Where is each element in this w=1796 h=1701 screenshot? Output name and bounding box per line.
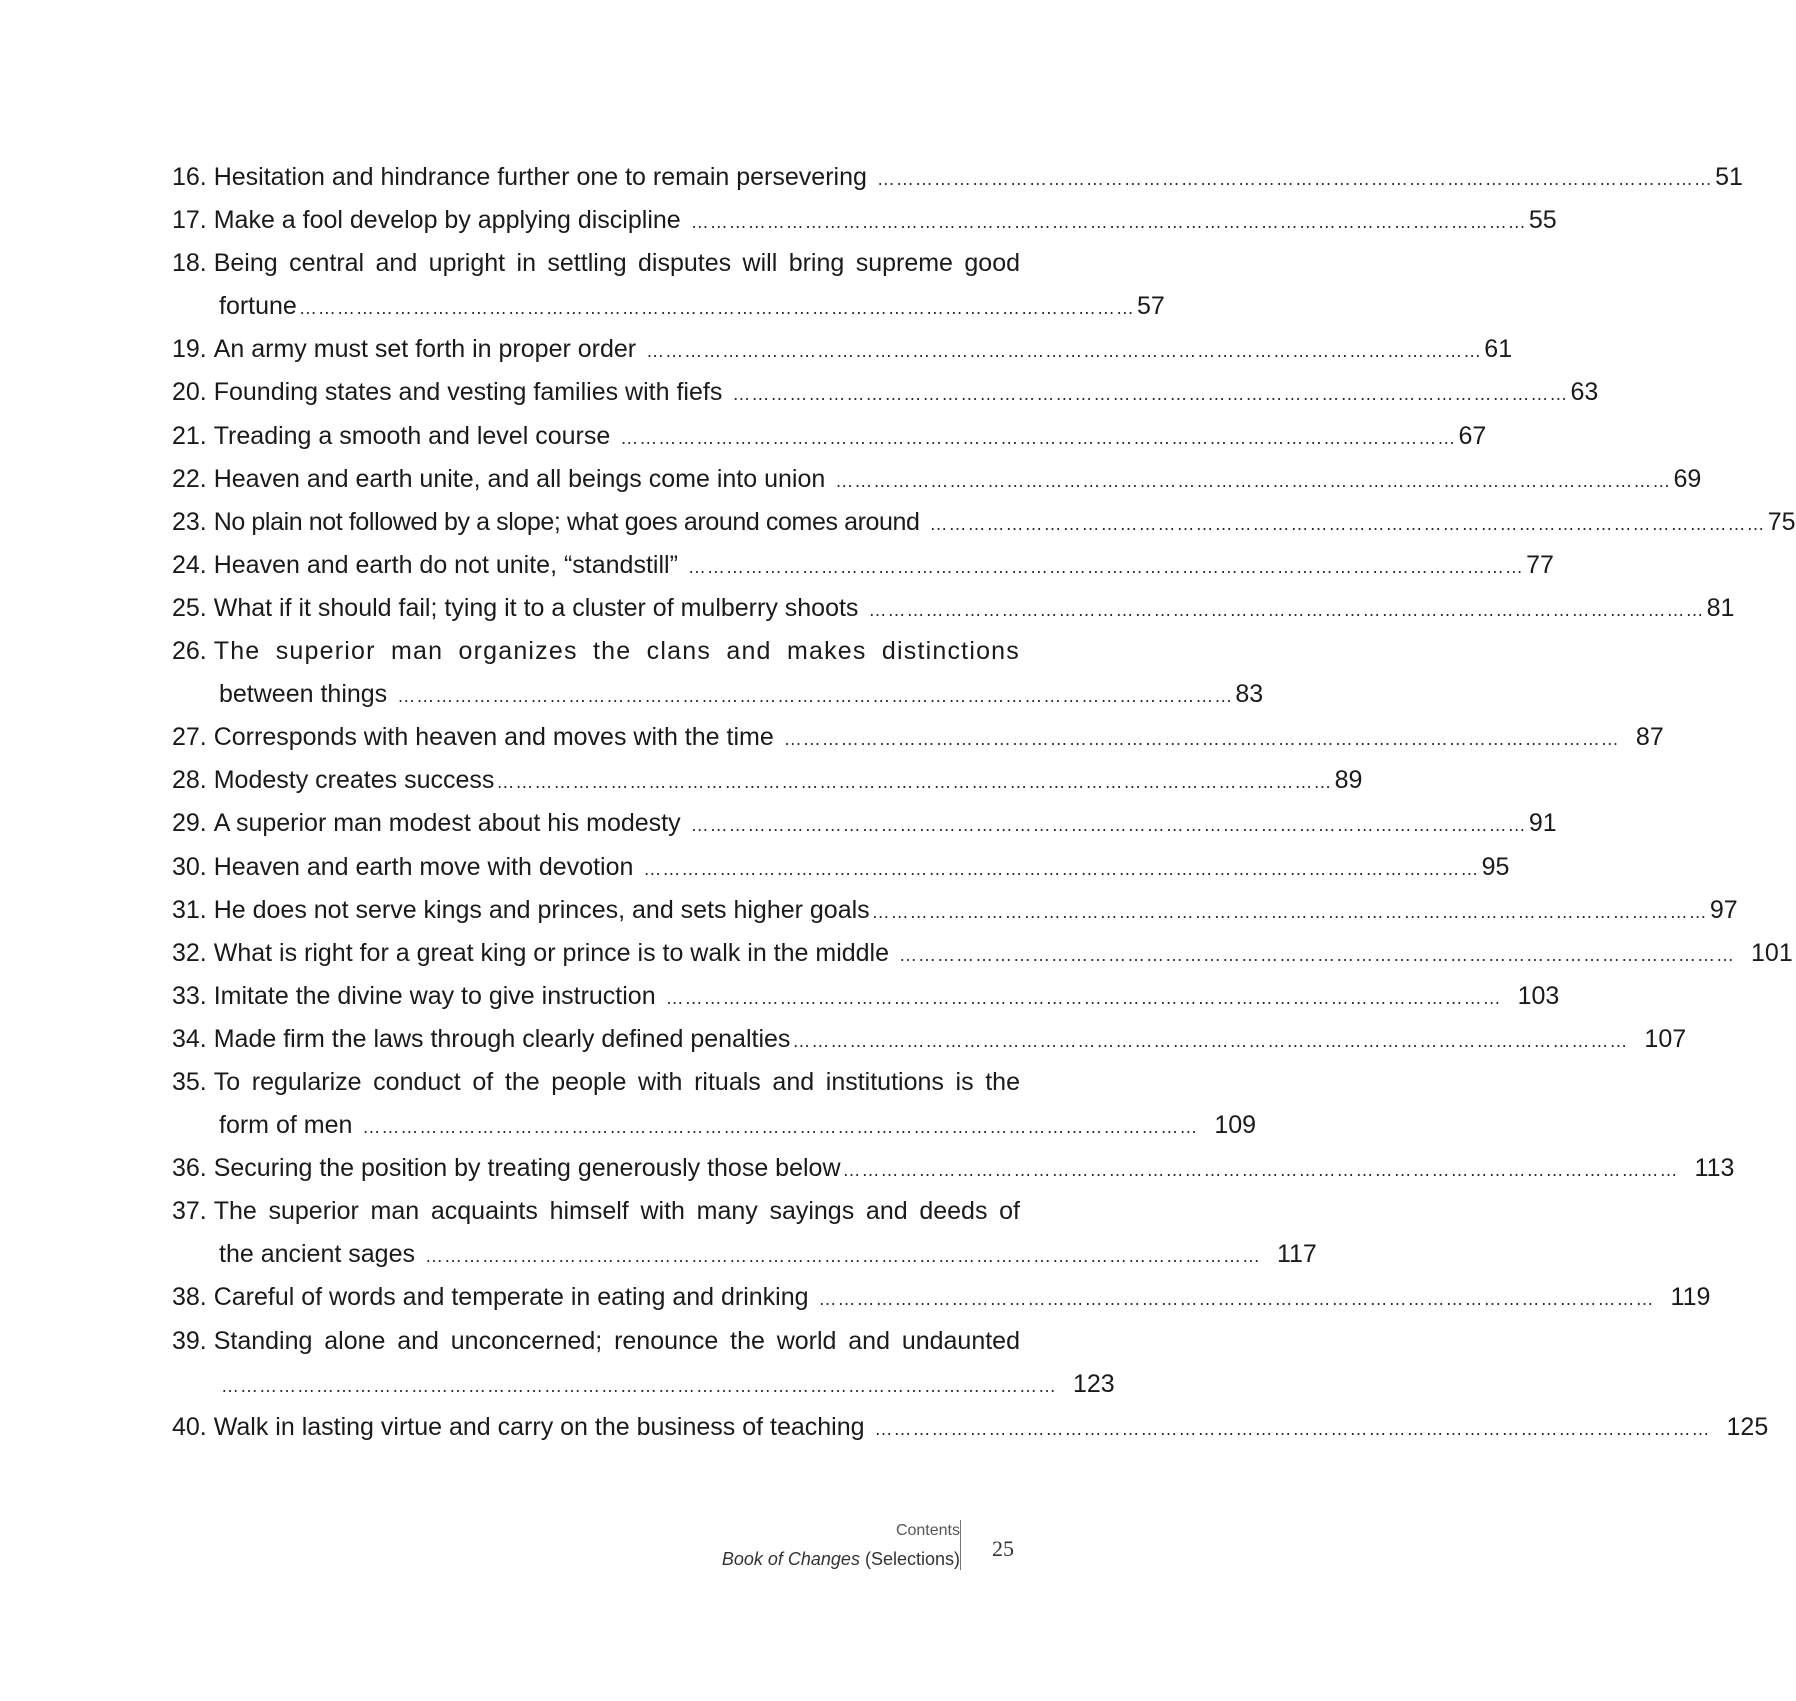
entry-page-number: 61 xyxy=(1484,335,1513,364)
entry-number: 26. xyxy=(172,637,207,666)
dot-leader xyxy=(646,330,1482,373)
entry-page-number: 89 xyxy=(1334,766,1363,795)
footer-section-label: Contents xyxy=(895,1522,960,1539)
dot-leader xyxy=(784,718,1620,761)
toc-entry-31 xyxy=(172,889,1738,932)
entry-title: Heaven and earth unite, and all beings come into union xyxy=(213,464,826,493)
entry-number: 28. xyxy=(172,766,207,795)
entry-number: 16. xyxy=(172,163,207,191)
entry-title: Heaven and earth move with devotion xyxy=(213,852,634,881)
entry-title: The superior man acquaints himself with many sayings and deeds of xyxy=(213,1197,1020,1226)
entry-title: A superior man modest about his modesty xyxy=(213,809,681,838)
entry-title-continued: form of men xyxy=(219,1111,353,1140)
toc-entry-19 xyxy=(172,328,1513,371)
toc-entry-40 xyxy=(172,1406,1769,1449)
entry-title: Being central and upright in settling disputes will bring supreme good xyxy=(213,249,1020,278)
toc-entry-16 xyxy=(172,156,1743,199)
toc-entry-26-continued xyxy=(172,673,1264,716)
entry-page-number: 57 xyxy=(1137,292,1165,321)
dot-leader xyxy=(792,1020,1628,1063)
toc-entry-29 xyxy=(172,802,1557,845)
entry-number: 19. xyxy=(172,335,207,364)
entry-number: 24. xyxy=(172,550,207,579)
entry-page-number: 123 xyxy=(1073,1369,1115,1398)
entry-number: 21. xyxy=(172,421,207,450)
entry-number: 40. xyxy=(172,1412,207,1441)
dot-leader xyxy=(930,503,1766,546)
toc-entry-30 xyxy=(172,846,1510,889)
entry-title: To regularize conduct of the people with rituals and institutions is the xyxy=(213,1067,1020,1096)
entry-title: No plain not followed by a slope; what goes around comes around xyxy=(213,507,920,536)
entry-title: Made firm the laws through clearly defined penalties xyxy=(213,1024,791,1053)
dot-leader xyxy=(877,158,1713,201)
entry-page-number: 67 xyxy=(1458,421,1487,450)
entry-title: What is right for a great king or prince is to walk in the middle xyxy=(213,938,890,967)
entry-page-number: 81 xyxy=(1706,593,1735,622)
dot-leader xyxy=(732,373,1568,416)
dot-leader xyxy=(843,1149,1679,1192)
page-footer xyxy=(600,1522,960,1578)
dot-leader xyxy=(397,675,1233,718)
dot-leader xyxy=(819,1278,1655,1321)
dot-leader xyxy=(875,1408,1711,1451)
toc-entry-39-continued xyxy=(172,1363,1115,1406)
toc-entry-18-continued xyxy=(172,285,1165,328)
entry-page-number: 125 xyxy=(1726,1412,1769,1441)
toc-entry-28 xyxy=(172,759,1363,802)
toc-entry-39 xyxy=(172,1320,1020,1363)
entry-number: 35. xyxy=(172,1067,207,1096)
entry-page-number: 101 xyxy=(1751,938,1793,967)
entry-title-continued: between things xyxy=(219,680,388,709)
entry-title-continued: the ancient sages xyxy=(219,1240,415,1269)
dot-leader xyxy=(221,1365,1057,1408)
entry-number: 23. xyxy=(172,507,207,536)
toc-entry-38 xyxy=(172,1276,1711,1319)
entry-number: 34. xyxy=(172,1024,207,1053)
toc-entry-35-continued xyxy=(172,1104,1257,1147)
entry-number: 37. xyxy=(172,1197,207,1226)
dot-leader xyxy=(868,589,1704,632)
entry-number: 29. xyxy=(172,809,207,838)
entry-page-number: 97 xyxy=(1709,895,1738,924)
entry-number: 32. xyxy=(172,938,207,967)
dot-leader xyxy=(496,761,1332,804)
entry-page-number: 87 xyxy=(1635,723,1664,752)
toc-entry-22 xyxy=(172,458,1702,501)
entry-number: 20. xyxy=(172,378,207,407)
dot-leader xyxy=(643,848,1479,891)
toc-entry-26 xyxy=(172,630,1020,673)
toc-entry-23 xyxy=(172,501,1796,544)
entry-number: 31. xyxy=(172,895,207,924)
toc-entry-32 xyxy=(172,932,1793,975)
toc-entry-27 xyxy=(172,716,1664,759)
entry-title: Walk in lasting virtue and carry on the business of teaching xyxy=(213,1412,865,1441)
dot-leader xyxy=(425,1235,1261,1278)
entry-page-number: 117 xyxy=(1276,1240,1317,1269)
table-of-contents xyxy=(172,156,1796,1449)
entry-title: An army must set forth in proper order xyxy=(213,335,637,364)
toc-entry-25 xyxy=(172,587,1735,630)
entry-title: Make a fool develop by applying discipline xyxy=(213,206,681,235)
toc-entry-37-continued xyxy=(172,1233,1317,1276)
entry-number: 18. xyxy=(172,249,207,278)
toc-entry-24 xyxy=(172,544,1554,587)
dot-leader xyxy=(620,417,1456,460)
dot-leader xyxy=(899,934,1735,977)
page-number: 25 xyxy=(992,1536,1014,1561)
entry-title: The superior man organizes the clans and makes distinctions xyxy=(213,637,1020,666)
dot-leader xyxy=(691,804,1527,847)
entry-title: Heaven and earth do not unite, “standstill” xyxy=(213,550,678,579)
footer-divider xyxy=(960,1520,961,1570)
entry-number: 22. xyxy=(172,464,207,493)
entry-page-number: 119 xyxy=(1670,1283,1711,1312)
entry-title: Treading a smooth and level course xyxy=(213,421,611,450)
entry-title: Founding states and vesting families with fiefs xyxy=(213,378,723,407)
book-subtitle: (Selections) xyxy=(864,1549,960,1569)
entry-title: Securing the position by treating generously those below xyxy=(213,1154,841,1183)
toc-entry-35 xyxy=(172,1061,1020,1104)
entry-number: 27. xyxy=(172,723,207,752)
entry-number: 17. xyxy=(172,206,207,235)
entry-number: 30. xyxy=(172,852,207,881)
entry-page-number: 69 xyxy=(1673,464,1702,493)
entry-number: 36. xyxy=(172,1154,207,1183)
entry-title: Imitate the divine way to give instruction xyxy=(213,981,656,1010)
toc-entry-33 xyxy=(172,975,1560,1018)
entry-number: 38. xyxy=(172,1283,207,1312)
entry-title: He does not serve kings and princes, and sets higher goals xyxy=(213,895,870,924)
entry-page-number: 113 xyxy=(1694,1154,1735,1183)
entry-number: 33. xyxy=(172,981,207,1010)
entry-title: Standing alone and unconcerned; renounce the world and undaunted xyxy=(213,1326,1020,1355)
entry-page-number: 51 xyxy=(1715,163,1743,191)
entry-title: Careful of words and temperate in eating and drinking xyxy=(213,1283,809,1312)
dot-leader xyxy=(688,546,1524,589)
toc-entry-20 xyxy=(172,371,1599,414)
entry-page-number: 91 xyxy=(1528,809,1557,838)
entry-title: Modesty creates success xyxy=(213,766,495,795)
entry-page-number: 63 xyxy=(1570,378,1599,407)
entry-title: Corresponds with heaven and moves with the time xyxy=(213,723,774,752)
entry-page-number: 95 xyxy=(1481,852,1510,881)
entry-page-number: 107 xyxy=(1644,1024,1687,1053)
toc-entry-17 xyxy=(172,199,1557,242)
toc-entry-21 xyxy=(172,415,1487,458)
entry-title-continued: fortune xyxy=(219,292,297,321)
entry-page-number: 83 xyxy=(1235,680,1264,709)
dot-leader xyxy=(872,891,1708,934)
entry-page-number: 77 xyxy=(1526,550,1554,579)
entry-page-number: 103 xyxy=(1517,981,1560,1010)
entry-number: 39. xyxy=(172,1326,207,1355)
toc-entry-37 xyxy=(172,1190,1020,1233)
dot-leader xyxy=(835,460,1671,503)
toc-entry-34 xyxy=(172,1018,1687,1061)
toc-entry-18 xyxy=(172,242,1020,285)
entry-page-number: 75 xyxy=(1767,507,1796,536)
entry-page-number: 109 xyxy=(1214,1111,1257,1140)
entry-number: 25. xyxy=(172,593,207,622)
footer-book-title xyxy=(722,1549,960,1570)
book-title: Book of Changes xyxy=(721,1549,860,1569)
toc-entry-36 xyxy=(172,1147,1735,1190)
dot-leader xyxy=(666,977,1502,1020)
dot-leader xyxy=(362,1106,1198,1149)
dot-leader xyxy=(691,201,1527,244)
entry-title: What if it should fail; tying it to a cluster of mulberry shoots xyxy=(213,593,859,622)
entry-title: Hesitation and hindrance further one to remain persevering xyxy=(213,163,867,191)
entry-page-number: 55 xyxy=(1528,206,1557,235)
dot-leader xyxy=(299,287,1135,330)
